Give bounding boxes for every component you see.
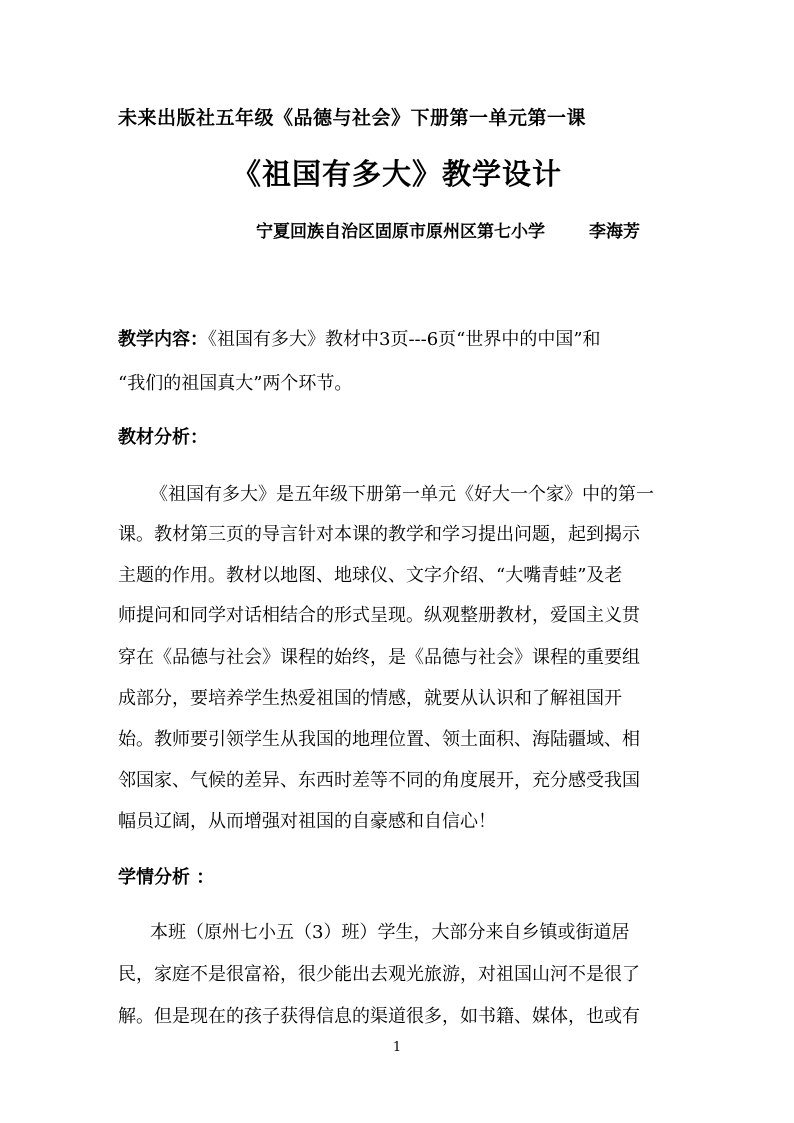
material-analysis-label: 教材分析： (118, 427, 208, 448)
material-analysis-line: 师提问和同学对话相结合的形式呈现。纵观整册教材，爱国主义贯 (118, 605, 640, 626)
teaching-content-line-2: “我们的祖国真大”两个环节。 (118, 373, 353, 394)
student-analysis-label: 学情分析 ： (118, 867, 215, 888)
teaching-content-text: 《祖国有多大》教材中3页---6页“世界中的中国”和 (208, 329, 601, 350)
page-number: 1 (392, 1040, 402, 1055)
student-analysis-line: 本班（原州七小五（3）班）学生，大部分来自乡镇或街道居 (150, 922, 630, 943)
material-analysis-line: 课。教材第三页的导言针对本课的教学和学习提出问题，起到揭示 (118, 524, 640, 545)
document-title: 《祖国有多大》教学设计 (231, 157, 562, 191)
material-analysis-line: 幅员辽阔，从而增强对祖国的自豪感和自信心！ (118, 811, 496, 832)
material-analysis-line: 穿在《品德与社会》课程的始终，是《品德与社会》课程的重要组 (118, 647, 640, 668)
material-analysis-line: 《祖国有多大》是五年级下册第一单元《好大一个家》中的第一 (150, 484, 654, 505)
student-analysis-line: 解。但是现在的孩子获得信息的渠道很多，如书籍、媒体，也或有 (118, 1006, 640, 1027)
teaching-content-line-1 (118, 325, 601, 351)
author-line (256, 217, 640, 242)
material-analysis-line: 主题的作用。教材以地图、地球仪、文字介绍、“大嘴青蛙”及老 (118, 565, 623, 586)
material-analysis-line: 始。教师要引领学生从我国的地理位置、领土面积、海陆疆域、相 (118, 729, 640, 750)
author-school: 宁夏回族自治区固原市原州区第七小学 (256, 222, 545, 242)
author-name: 李海芳 (589, 222, 640, 242)
student-analysis-line: 民，家庭不是很富裕，很少能出去观光旅游，对祖国山河不是很了 (118, 964, 640, 985)
material-analysis-line: 成部分，要培养学生热爱祖国的情感，就要从认识和了解祖国开 (118, 688, 622, 709)
material-analysis-line: 邻国家、气候的差异、东西时差等不同的角度展开，充分感受我国 (118, 770, 640, 791)
document-subtitle: 未来出版社五年级《品德与社会》下册第一单元第一课 (118, 107, 587, 129)
teaching-content-label: 教学内容： (118, 329, 208, 350)
